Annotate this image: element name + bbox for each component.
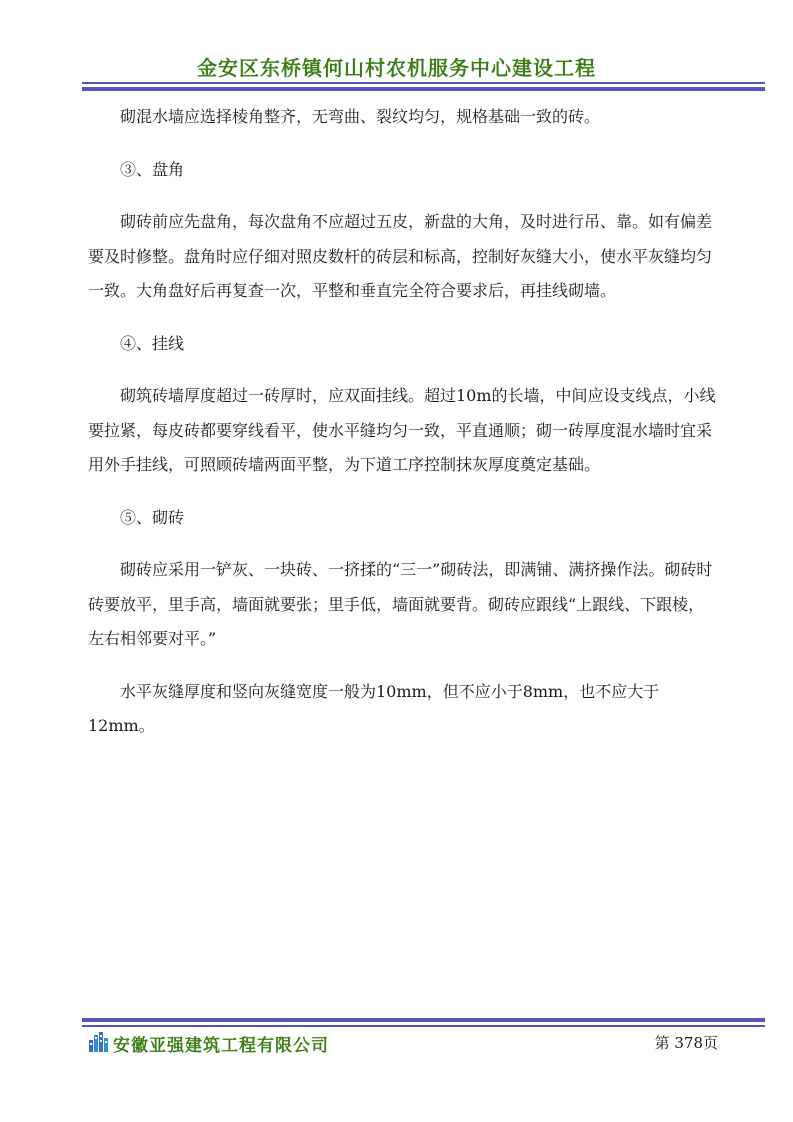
- header-title: 金安区东桥镇何山村农机服务中心建设工程: [197, 56, 596, 80]
- section-heading-corner: ③、盘角: [120, 159, 185, 179]
- paragraph-corner: 砌砖前应先盘角，每次盘角不应超过五皮，新盘的大角，及时进行吊、靠。如有偏差要及时修整。盘角时应仔细对照皮数杆的砖层和标高，控制好灰缝大小，使水平灰缝均匀一致。大角盘好后再复查一次，平整和垂直完全符合要求后，再挂线砌墙。: [88, 212, 713, 300]
- building-logo-icon: [88, 1031, 110, 1053]
- header-rule-thick: [82, 87, 765, 91]
- footer-company-name: 安徽亚强建筑工程有限公司: [113, 1036, 329, 1056]
- paragraph-bricklaying: 砌砖应采用一铲灰、一块砖、一挤揉的“三一”砌砖法，即满铺、满挤操作法。砌砖时砖要放平，里手高，墙面就要张；里手低，墙面就要背。砌砖应跟线“上跟线、下跟棱，左右相邻要对平。”: [88, 560, 713, 648]
- section-heading-string-line: ④、挂线: [120, 333, 185, 353]
- section-heading-bricklaying: ⑤、砌砖: [120, 507, 185, 527]
- document-body: [88, 100, 718, 744]
- paragraph-mortar-joint: 水平灰缝厚度和竖向灰缝宽度一般为10mm，但不应小于8mm，也不应大于12mm。: [88, 681, 660, 735]
- footer-rule-thin: [82, 1025, 765, 1027]
- paragraph-string-line: 砌筑砖墙厚度超过一砖厚时，应双面挂线。超过10m的长墙，中间应设支线点，小线要拉紧，每皮砖都要穿线看平，使水平缝均匀一致，平直通顺；砌一砖厚度混水墙时宜采用外手挂线，可照顾砖墙两面平整，为下道工序控制抹灰厚度奠定基础。: [88, 386, 716, 474]
- footer-rule-thick: [82, 1018, 765, 1022]
- paragraph-brick-selection: 砌混水墙应选择棱角整齐，无弯曲、裂纹均匀，规格基础一致的砖。: [120, 107, 601, 126]
- page-number: 第 378页: [654, 1034, 718, 1052]
- header-rule-thin: [82, 82, 765, 84]
